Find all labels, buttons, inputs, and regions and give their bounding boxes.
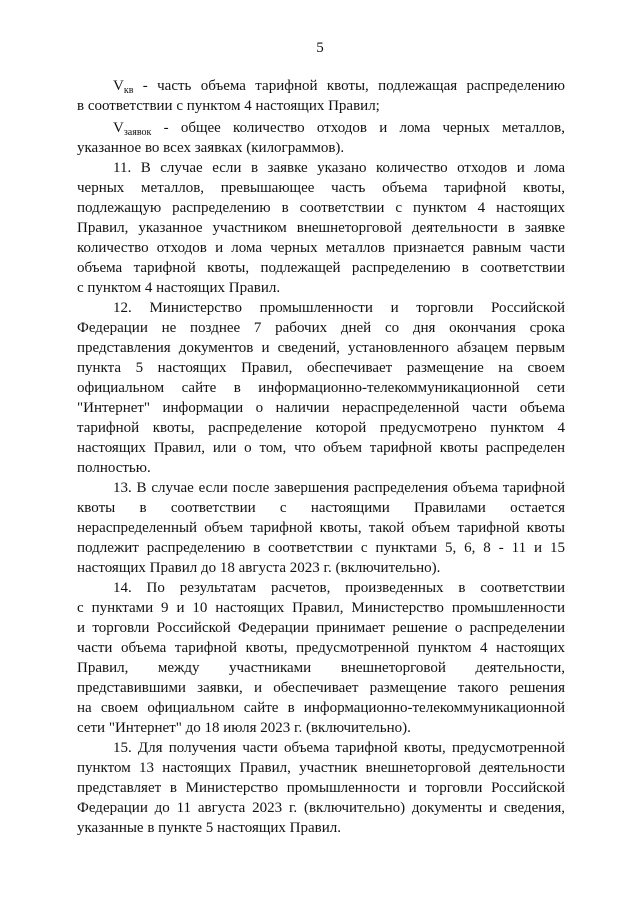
- paragraph-11: 11. В случае если в заявке указано количество отходов и лома черных металлов, превышающее часть объема тарифной квоты, подлежащую распределению в соответствии с пунктом 4 настоящих Правил, указанное участником внешнеторговой деятельности в заявке количество отходов и лома черных металлов признается равным части объема тарифной квоты, подлежащей распределению в соответствии с пунктом 4 настоящих Правил.: [77, 160, 565, 296]
- paragraph-13: 13. В случае если после завершения распределения объема тарифной квоты в соответствии с настоящими Правилами остается нераспределенный объем тарифной квоты, такой объем тарифной квоты подлежит распределению в соответствии с пунктами 5, 6, 8 - 11 и 15 настоящих Правил до 18 августа 2023 г. (включительно).: [77, 480, 565, 576]
- document-body: [77, 76, 565, 838]
- paragraph-15: 15. Для получения части объема тарифной квоты, предусмотренной пунктом 13 настоящих Правил, участник внешнеторговой деятельности представляет в Министерство промышленности и торговли Российской Федерации до 11 августа 2023 г. (включительно) документы и сведения, указанные в пункте 5 настоящих Правил.: [77, 740, 565, 836]
- paragraph-12: 12. Министерство промышленности и торговли Российской Федерации не позднее 7 рабочих дней со дня окончания срока представления документов и сведений, установленного абзацем первым пункта 5 настоящих Правил, обеспечивает размещение на своем официальном сайте в информационно-телекоммуникационной сети "Интернет" информации о наличии нераспределенной части объема тарифной квоты, распределение которой предусмотрено пунктом 4 настоящих Правил, или о том, что объем тарифной квоты распределен полностью.: [77, 300, 565, 476]
- page-number: 5: [316, 40, 324, 56]
- definition-v-zayavok: $V_{заявок}$ - общее количество отходов и лома черных металлов, указанное во всех заявках (килограммов).: [77, 120, 565, 156]
- paragraph-14: 14. По результатам расчетов, произведенных в соответствии с пунктами 9 и 10 настоящих Правил, Министерство промышленности и торговли Российской Федерации принимает решение о распределении части объема тарифной квоты, предусмотренной пунктом 4 настоящих Правил, между участниками внешнеторговой деятельности, представившими заявки, и обеспечивает размещение такого решения на своем официальном сайте в информационно-телекоммуникационной сети "Интернет" до 18 июля 2023 г. (включительно).: [77, 580, 565, 736]
- definition-v-kv: $V_{кв}$ - часть объема тарифной квоты, подлежащая распределению в соответствии с пунктом 4 настоящих Правил;: [77, 78, 565, 114]
